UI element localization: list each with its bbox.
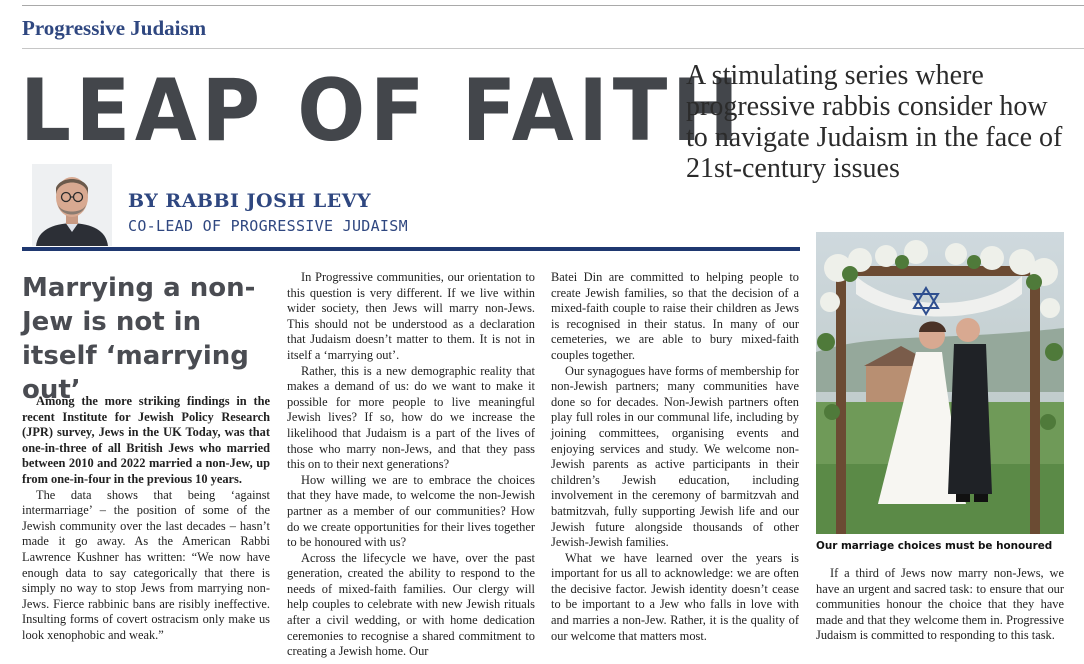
article-paragraph: If a third of Jews now marry non-Jews, we have an urgent and sacred task: to ensure that our communities honour the choice that they have made and that they welcome them in. Progressive Judaism is committed to responding to this task.: [816, 566, 1064, 643]
author-role: CO-LEAD OF PROGRESSIVE JUDAISM: [128, 217, 408, 235]
article-paragraph: Our synagogues have forms of membership for non-Jewish partners; many communities have done so for decades. Non-Jewish partners often play full roles in our communal life, including by joining committees, organising events and enjoying services and study. We welcome non-Jewish parents as active participants in their children’s Jewish education, including involvement in the ceremony of barmitzvah and batmitzvah, fully supporting Jewish life and our Jewish future alongside thousands of other Jewish-Jewish families.: [551, 363, 799, 550]
article-lead: Among the more striking findings in the recent Institute for Jewish Policy Research (JPR) survey, Jews in the UK Today, was that one-in-three of all British Jews who married between 2010 and 2022 married a non-Jew, up from one-in-four in the previous 10 years.: [22, 394, 270, 486]
series-strapline: A stimulating series where progressive rabbis consider how to navigate Judaism in the face of 21st-century issues: [686, 60, 1063, 184]
byline-rule: [22, 247, 800, 251]
series-title: LEAP OF FAITH: [20, 61, 744, 161]
article-column-3: [551, 270, 799, 644]
section-divider: [22, 48, 1084, 49]
author-byline: BY RABBI JOSH LEVY: [128, 190, 372, 212]
section-label: Progressive Judaism: [22, 16, 207, 40]
top-rule: [22, 5, 1084, 6]
photo-caption: Our marriage choices must be honoured: [816, 540, 1053, 552]
article-paragraph: In Progressive communities, our orientation to this question is very different. If we live within wider society, then Jews will marry non-Jews. This should not be understood as a declaration that Judaism doesn’t matter to them. It is not in itself a ‘marrying out’.: [287, 270, 535, 362]
article-paragraph: How willing we are to embrace the choices that they have made, to welcome the non-Jewish partner as a member of our communities? How do we create opportunities for their lives together to be honoured with us?: [287, 472, 535, 550]
article-paragraph: Batei Din are committed to helping people to create Jewish families, so that the decision of a mixed-faith couple to raise their children as Jews is recognised in their status. In many of our cemeteries, we are able to bury mixed-faith couples together.: [551, 270, 799, 362]
article-paragraph: The data shows that being ‘against intermarriage’ – the position of some of the Jewish community over the last decades – hasn’t made it go away. As the American Rabbi Lawrence Kushner has written: “We now have enough data to say categorically that there is simply no way to stop Jews from marrying non-Jews. Fierce rabbinic bans are risibly ineffective. Insulting forms of covert ostracism only make us look xenophobic and weak.”: [22, 487, 270, 642]
article-paragraph: What we have learned over the years is important for us all to acknowledge: we are often the decisive factor. Jewish identity doesn’t cease to be important to a Jew who falls in love with and marries a non-Jew. Rather, it is the quality of our welcome that matters most.: [551, 550, 799, 643]
article-column-2: [287, 270, 535, 660]
article-column-1: [22, 394, 270, 644]
article-column-4: [816, 566, 1064, 644]
wedding-photo-icon: [816, 232, 1064, 534]
article-paragraph: Across the lifecycle we have, over the past generation, created the ability to respond to the needs of mixed-faith families. Our clergy will help couples to celebrate with new Jewish rituals after a civil wedding, or with home dedication ceremonies to recognise a shared commitment to creating a Jewish home. Our: [287, 550, 535, 659]
article-paragraph: Rather, this is a new demographic reality that makes a demand of us: do we want to make it possible for more people to live meaningful Jewish lives? If so, how do we increase the likelihood that Judaism is a part of the lives of those who marry non-Jews, and that they pass this on to their next generations?: [287, 363, 535, 472]
article-headline: Marrying a non-Jew is not in itself ‘marrying out’: [22, 273, 256, 405]
author-portrait-icon: [32, 164, 112, 246]
